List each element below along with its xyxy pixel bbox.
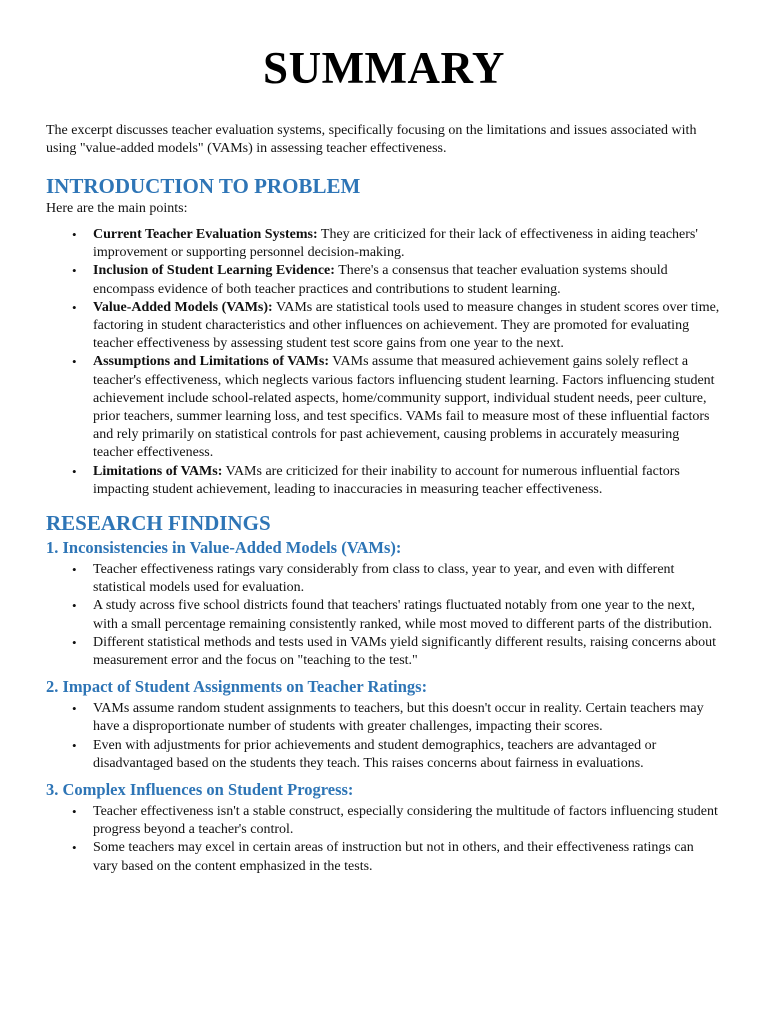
- subsection-heading-inconsistencies: 1. Inconsistencies in Value-Added Models (VAMs):: [46, 538, 402, 558]
- finding-text: Teacher effectiveness isn't a stable construct, especially considering the multitude of factors influencing student progress beyond a teacher's control.: [93, 804, 718, 838]
- main-point-item: [72, 463, 722, 499]
- bullet-icon: •: [72, 227, 77, 242]
- subsection-heading-complex-influences: 3. Complex Influences on Student Progress:: [46, 780, 354, 800]
- bullet-icon: •: [72, 562, 77, 578]
- document-title: SUMMARY: [263, 43, 505, 93]
- finding-text: Some teachers may excel in certain areas of instruction but not in others, and their effectiveness ratings can vary based on the content emphasized in the tests.: [93, 840, 694, 874]
- main-point-text: There's a consensus that teacher evaluation systems should encompass evidence of both teacher practices and contributions to student learning.: [93, 263, 668, 297]
- student-assignments-list: [46, 700, 722, 773]
- bullet-icon: •: [72, 701, 77, 717]
- bullet-icon: •: [72, 463, 77, 479]
- finding-text: Teacher effectiveness ratings vary considerably from class to class, year to year, and even with different statistical models used for evaluation.: [93, 562, 675, 596]
- bullet-icon: •: [72, 354, 77, 370]
- bullet-icon: •: [72, 737, 77, 753]
- bullet-icon: •: [72, 598, 77, 614]
- main-point-term: Limitations of VAMs:: [93, 463, 223, 479]
- finding-text: Even with adjustments for prior achievements and student demographics, teachers are advantaged or disadvantaged based on the students they teach. This raises concerns about fairness in evaluations.: [93, 737, 657, 771]
- main-point-item: [72, 299, 722, 354]
- complex-influences-list: [46, 803, 722, 876]
- subsection-heading-student-assignments: 2. Impact of Student Assignments on Teacher Ratings:: [46, 677, 428, 697]
- finding-item: [72, 803, 722, 839]
- finding-item: [72, 839, 722, 875]
- main-point-item: [72, 353, 722, 462]
- main-point-term: Assumptions and Limitations of VAMs:: [93, 354, 329, 370]
- inconsistencies-list: [46, 561, 722, 670]
- finding-item: [72, 597, 722, 633]
- section-heading-introduction: INTRODUCTION TO PROBLEM: [46, 174, 361, 198]
- finding-item: [72, 700, 722, 736]
- main-point-text: VAMs assume that measured achievement gains solely reflect a teacher's effectiveness, which neglects various factors influencing student learning. Factors influencing student achievement include school-related aspects, home/community support, individual student needs, peer culture, prior teachers, summer learning loss, and test specifics. VAMs fail to measure most of these influential factors and rely primarily on statistical controls for past achievement, causing problems in accurately measuring teacher effectiveness.: [93, 354, 715, 461]
- main-point-text: They are criticized for their lack of effectiveness in aiding teachers' improvement or supporting personnel decision-making.: [93, 227, 698, 261]
- bullet-icon: •: [72, 840, 77, 856]
- bullet-icon: •: [72, 263, 77, 279]
- main-point-term: Inclusion of Student Learning Evidence:: [93, 263, 335, 279]
- bullet-icon: •: [72, 804, 77, 820]
- main-point-term: Current Teacher Evaluation Systems:: [93, 227, 318, 242]
- finding-item: [72, 634, 722, 670]
- finding-item: [72, 737, 722, 773]
- finding-text: A study across five school districts found that teachers' ratings fluctuated notably from one year to the next, with a small percentage remaining consistently ranked, while most moved to different parts of the distribution.: [93, 598, 713, 632]
- finding-text: Different statistical methods and tests used in VAMs yield significantly different results, raising concerns about measurement error and the focus on "teaching to the test.": [93, 634, 717, 669]
- section-heading-research-findings: RESEARCH FINDINGS: [46, 511, 271, 536]
- bullet-icon: •: [72, 299, 77, 315]
- main-point-text: VAMs are criticized for their inability to account for numerous influential factors impacting student achievement, leading to inaccuracies in measuring teacher effectiveness.: [93, 463, 680, 497]
- main-points-list: [46, 226, 722, 499]
- bullet-icon: •: [72, 634, 77, 650]
- main-point-text: VAMs are statistical tools used to measure changes in student scores over time, factoring in student characteristics and other influences on achievement. They are promoted for evaluating teacher effectiveness by assessing student test score gains from one year to the next.: [93, 299, 720, 352]
- finding-text: VAMs assume random student assignments to teachers, but this doesn't occur in reality. Certain teachers may have a disproportionate number of students with greater challenges, impacting their scores.: [93, 701, 704, 735]
- finding-item: [72, 561, 722, 597]
- intro-paragraph: The excerpt discusses teacher evaluation systems, specifically focusing on the limitations and issues associated with using "value-added models" (VAMs) in assessing teacher effectiveness.: [46, 123, 697, 156]
- main-point-item: [72, 226, 722, 262]
- main-point-item: [72, 262, 722, 298]
- intro-lead: Here are the main points:: [46, 201, 188, 216]
- main-point-term: Value-Added Models (VAMs):: [93, 299, 273, 315]
